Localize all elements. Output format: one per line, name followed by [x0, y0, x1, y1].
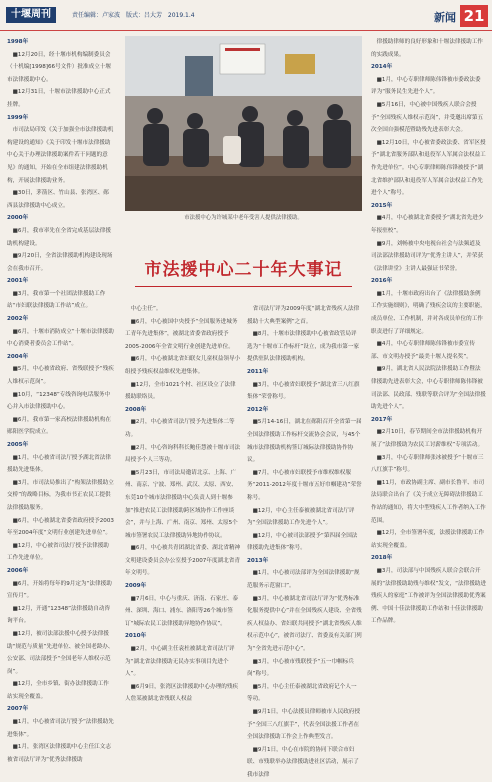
timeline-entry: ■30日，茅箭区、竹山县、张湾区、郧西县法律援助中心成立。 — [7, 190, 109, 209]
timeline-entry: ■12月，中心主任泰被被湖北省司法厅评为“全国法律援助工作先进个人”。 — [247, 507, 355, 527]
timeline-entry: ■9月1日，中心在市院的协同下联合市妇联、市残联举办法律援助进社区活动，展示了我市法律 — [247, 746, 359, 778]
timeline-entry: ■6月，我市率先在全省完成基层法律援助机构建设。 — [7, 227, 111, 247]
timeline-entry: ■6月，中心被共青团湖北省委、湖北省精神文明建设委员会办公室授予2007年度湖北省青年文明号。 — [125, 545, 241, 577]
timeline-entry: ■6月，中心被国中央授予“全国服务进城务工青年先进集体”，被湖北省委省政府授予2005-2006年全省文明行业创建先进单位。 — [125, 318, 238, 350]
timeline-entry: ■6月，中心被湖北省妇联女儿童权益领导小组授予残疾权益维权先进集体。 — [125, 356, 241, 375]
timeline-entry: ■12月31日，十堰市法律援助中心正式挂牌。 — [7, 89, 111, 108]
timeline-entry: ■3月，司法部与中国残疾人联合会联合开展的“法律援助助残与维权”发文，“法律援助进残疾人的家庭”工作被评为全国法律援助优秀案例、中国十佳法律援助工作站和十佳法律援助工作品牌。 — [371, 567, 486, 625]
editor-label: 责任编辑：卢家波 — [72, 12, 121, 19]
year-heading: 2010年 — [125, 633, 147, 640]
timeline-entry: ■7月6日，中心与重庆、济南、石家庄、泰州、深圳、海口、浦东、洛阳等26个城市签订“城际农民工法律援助异地协作协议”。 — [125, 595, 239, 627]
year-heading: 2013年 — [247, 557, 269, 564]
timeline-entry: ■12月10日，中心被省委政法委、省军区授予“湖北省服务部队和退役军人军属合法权益工作先进单位”。中心专职律师陈伟锋被授予“湖北省维护部队和退役军人军属合法权益工作先进个人”称号。 — [371, 139, 486, 197]
editor-credits — [72, 10, 199, 19]
timeline-entry: ■12月，全市1021个村、社区设立了法律援助联络员。 — [125, 381, 236, 401]
timeline-entry: ■5月23日，市司法局邀请北京、上海、广州、南京、宁波、郑州、武汉、太原、西安、东莞10个城市法律援助中心负责人到十堰参加“推进农民工法律援助跨区域协作工作座谈会”，并与上海、广州、南京、郑州、太原5个城市签署农民工法律援助异地协作协议。 — [125, 469, 238, 539]
year-heading: 2014年 — [371, 64, 393, 71]
timeline-entry: ■5月16日，中心被中国残疾人联合会授予“全国残疾人维权示范岗”，并受邀出席第五次全国自强模范暨助残先进表彰大会。 — [371, 101, 484, 134]
timeline-entry: ■3月，中心被省妇联授予“湖北省三八红旗集体”荣誉称号。 — [247, 381, 360, 401]
year-heading: 2002年 — [7, 316, 29, 323]
year-heading: 2001年 — [7, 278, 29, 285]
timeline-entry: ■1月，中心被司法部评为全国法律援助“规范服务示范窗口”。 — [247, 570, 360, 590]
news-photo — [125, 36, 362, 211]
timeline-entry: ■12月20日，经十堰市机构编制委员会（十机编[1998]66号文件）批准成立十堰市法律援助中心。 — [7, 51, 112, 83]
timeline-entry: ■6月9日，张湾区法律援助中心办理的残疾人詹某被湖北省残联人权益 — [125, 683, 239, 703]
timeline-entry: ■3月，市司法局推出了“构架法律援助立交桥”的战略目标，为我市书正农民工提供法律援助服务。 — [7, 479, 114, 511]
page-header — [0, 0, 492, 31]
timeline-entry: ■12月，全市签署年度，法援法律援助工作站实现全覆盖。 — [371, 530, 485, 549]
timeline-entry: ■12月，中心被省司法厅授予法律援助工作先进单位。 — [7, 542, 109, 562]
timeline-entry: ■1月，中心专职律师陈伟锋被市委政法委评为“服务民生先进个人”。 — [371, 76, 481, 96]
timeline-entry: ■2月，中心咨询科科长鲍佳慧被十堰市司法局授予个人三等功。 — [125, 444, 241, 464]
timeline-entry: ■8月，十堰市法律援助中心被省政管局评选为“十堰市工作标杆”设立，成为我市第一家提供驻队法律援助机构。 — [247, 331, 360, 363]
text-column-2 — [125, 303, 241, 703]
timeline-entry: ■3月，我市第一个社团法律援助工作站“市妇联法律援助工作站”成立。 — [7, 290, 106, 310]
timeline-entry: 中心主任”。 — [130, 306, 162, 312]
text-column-1 — [7, 36, 114, 763]
timeline-entry: ■10月，“12348”专线咨询电话服务中心并入市法律援助中心。 — [7, 391, 111, 411]
timeline-entry: ■2月10日，春节期间全市法律援助机构开展了“法律援助为农民工讨薪维权”专项活动。 — [371, 429, 484, 448]
timeline-entry: ■4月，中心被湖北省委授予“湖北省先进少年报驻校”。 — [371, 215, 484, 234]
timeline-entry: ■5月，中心主任泰被湖北省政府记个人一等功。 — [247, 683, 357, 703]
timeline-entry: ■1月，张湾区法律援助中心主任江文志被省司法厅评为“优秀法律援助 — [7, 744, 111, 763]
timeline-entry: ■9月1日，中心法援员律师被市人民政府授予“全国三八红旗手”，代表全国法援工作者在全国法律援助工作会上作典型发言。 — [247, 709, 361, 741]
article-headline: 市法援中心二十年大事记 — [144, 260, 343, 280]
section-name: 新闻 — [434, 11, 456, 24]
photo-caption: 市法援中心为许城某中老年受害人提供法律援助。 — [184, 215, 303, 221]
year-heading: 2018年 — [371, 555, 393, 562]
timeline-entry: ■7月，中心被市妇联授予市维权维权服务“2011-2012年度十堰市五好巾帼建功”荣誉称号。 — [247, 469, 362, 501]
timeline-entry: ■1月，中心被省司法厅授予湖北省法律援助先进集体。 — [7, 454, 111, 474]
timeline-entry: ■9月，刘畅被中央电视台社会与法频道及司法部法律援助司评为“优秀主讲人”，并荣获《法律讲堂》主讲人最强证书荣誉。 — [371, 240, 484, 272]
timeline-entry: ■9月，湖北省人民法院法律援助工作暨法律援助先进表彰大会，中心专职律师陈伟锋被司法部、民政部、残联等联合评为“全国法律援助先进个人”。 — [371, 366, 486, 411]
timeline-entry: ■12月，全市乡镇、街办法律援助工作站实现全覆盖。 — [7, 681, 109, 700]
year-heading: 2004年 — [7, 353, 29, 360]
timeline-entry: ■6月，我市第一家高校法律援助机构在郧阳医学院成立。 — [7, 416, 111, 436]
publication-brand: 十堰周刊 — [6, 7, 56, 23]
text-column-4 — [371, 36, 486, 700]
timeline-entry: ■3月，中心被湖北省司法厅评为“优秀标准化服务提供中心”并在全国残疾人建设、全省残疾人权益办、省妇联共同授予“湖北省残疾人维权示范中心”，被省司法厅、省委及有关部门列为“全省先进示范中心”。 — [247, 595, 362, 653]
timeline-entry: ■1月，十堰市政府出台了《法律援助条例工作实施细则》，明确了残疾会议的主要职能，成员单位、工作机制，并对各成员单位的工作职责进行了详细规定。 — [371, 290, 486, 335]
timeline-entry: ■2月，中心被省司法厅授予先进集体二等功。 — [125, 419, 235, 438]
year-heading: 2006年 — [7, 567, 29, 574]
year-heading: 2015年 — [371, 202, 393, 209]
year-heading: 2008年 — [125, 406, 147, 413]
year-heading: 2000年 — [7, 215, 29, 222]
meeting-scene-image — [125, 36, 362, 211]
timeline-entry: ■12月，中心被司法部授予“第四届全国法律援助先进集体”称号。 — [247, 532, 358, 552]
year-heading: 2011年 — [247, 368, 269, 375]
timeline-entry: ■2月，中心副主任袁杜被湖北省司法厅评为“湖北省法律援助无民办实事项目先进个人”。 — [125, 646, 235, 678]
year-heading: 2017年 — [371, 416, 393, 423]
timeline-entry: 律援助律师的良好形象和十堰法律援助工作的实践成果。 — [371, 39, 483, 58]
headline-rule — [135, 286, 352, 287]
issue-date: 2019.1.4 — [167, 12, 195, 19]
year-heading: 1998年 — [7, 39, 29, 45]
timeline-entry: ■9月20日，全省法律援助机构建设现场会在我市召开。 — [7, 253, 113, 272]
year-heading: 2016年 — [371, 278, 393, 285]
timeline-entry: ■11月，市政协副主席、副市长鲁平、市司法局联合出台了《关于成立无障碍法律援助工作站的通知》，将大中型残疾人工作者纳入工作范围。 — [371, 479, 486, 524]
timeline-entry: ■12月，开通“12348”法律援助自动咨询平台。 — [7, 605, 111, 625]
timeline-entry: 市司法局印发《关于加强全市法律援助机构建设的通知》《关于印发十堰市法律援助中心关于办理法律援助案件若干问题的意见》的通知，开始在全市组建法律援助机构，开展法律援助业务。 — [7, 127, 114, 184]
timeline-entry: ■5月，中心被省政府、省残联授予“残疾人维权示范岗”。 — [7, 366, 114, 386]
designer-label: 版式：吕大芳 — [125, 12, 162, 19]
timeline-entry: ■1月，中心被省司法厅授予“法律援助先进集体”。 — [7, 719, 114, 738]
timeline-entry: ■6月，中心被湖北省委省政府授予2003年至2004年度“文明行业创建先进单位”。 — [7, 517, 114, 537]
year-heading: 2007年 — [7, 706, 29, 713]
year-heading: 2009年 — [125, 583, 147, 590]
timeline-entry: ■3月，中心专职律师张冰被授予“十堰市三八红旗手”称号。 — [371, 454, 484, 474]
text-column-3 — [247, 303, 362, 778]
timeline-entry: ■5月14-16日，湖北在郧阳召开全省第一届全国法律援助工作标杆交流协会会议，与45个城市法律援助机构签订城际法律援助协作协议。 — [247, 419, 362, 464]
timeline-entry: ■6月，十堰市消防成立“十堰市法律援助中心消费者委员会工作站”。 — [7, 328, 114, 348]
timeline-entry: ■12月，被司法部法援中心授予法律援助“规范与质量”先进单位、被全国老龄办、公安部、司法部授予“全国老年人维权示范岗”。 — [7, 630, 114, 675]
timeline-entry: ■3月，中心被市残联授予“五一巾帼标兵岗”称号。 — [247, 658, 354, 678]
year-heading: 1999年 — [7, 114, 29, 121]
year-heading: 2012年 — [247, 406, 269, 413]
timeline-entry: ■6月，开始将每年的9月定为“法律援助宣传月”。 — [7, 580, 112, 600]
year-heading: 2005年 — [7, 442, 29, 448]
timeline-entry: ■4月，中心专职律师陈伟锋被市委宣传部、市文明办授予“最美十堰人提名奖”。 — [371, 341, 475, 360]
timeline-entry: 省司法厅评为2009年度“湖北省残疾人法律援助十大典型案例”之首。 — [247, 306, 360, 325]
page-number: 21 — [460, 5, 488, 27]
